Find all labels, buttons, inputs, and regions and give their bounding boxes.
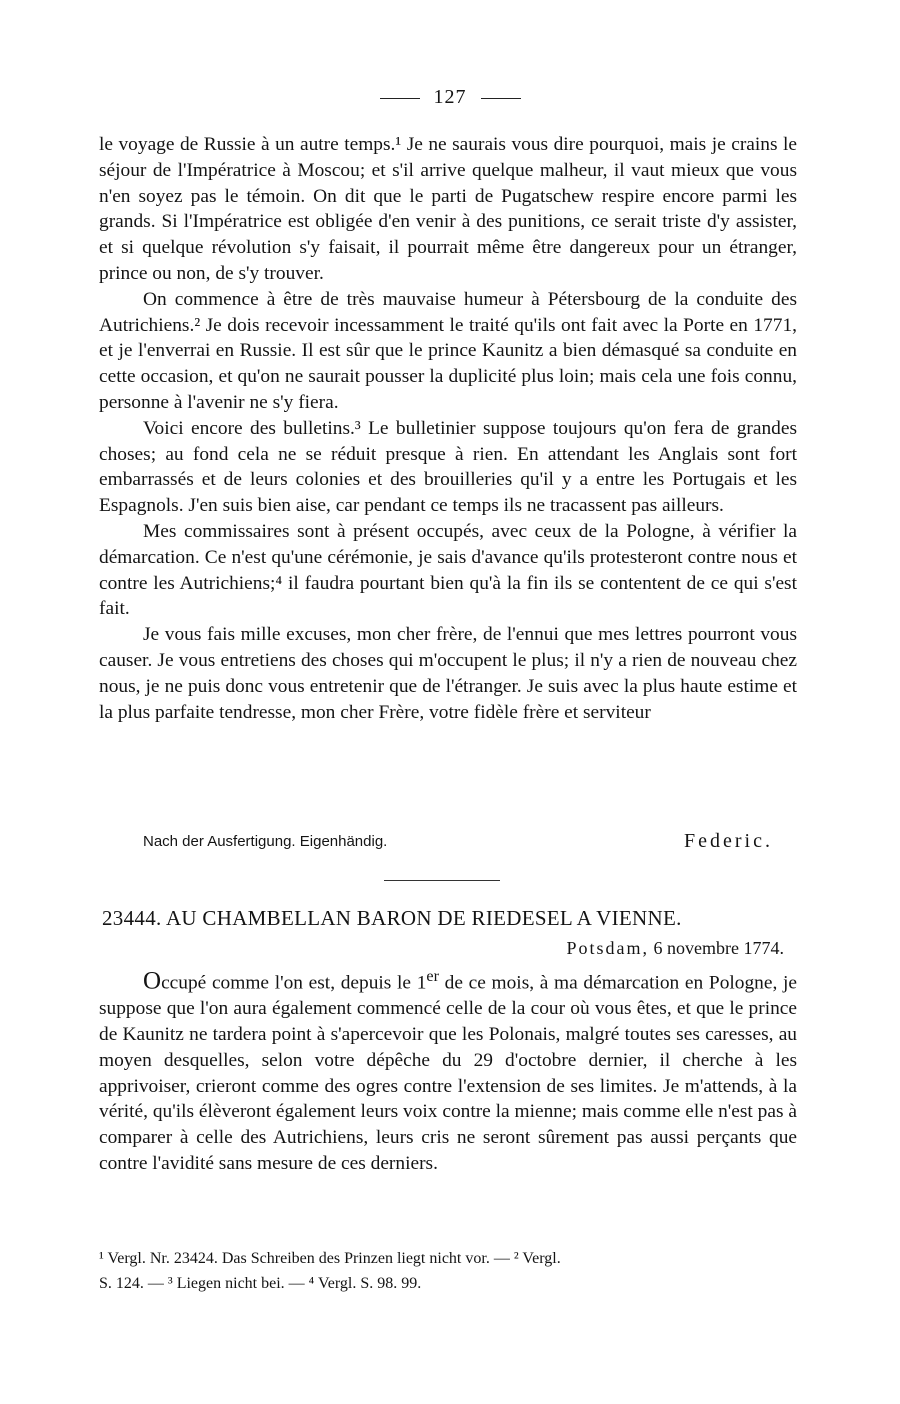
header-rule-left — [380, 98, 420, 99]
place-date — [567, 938, 785, 959]
paragraph-3: Voici encore des bulletins.³ Le bulletinier suppose toujours qu'on fera de grandes choses; au fond cela ne se réduit presque à rien. En attendant les Anglais sont fort embarrassés et de leurs colonies et des brouilleries qu'il y a entre les Portugais et les Espagnols. J'en suis bien aise, car pendant ce temps ils ne tracassent pas ailleurs. — [99, 417, 797, 517]
letter-heading: 23444. AU CHAMBELLAN BARON DE RIEDESEL A VIENNE. — [102, 906, 682, 930]
letter-paragraph — [99, 964, 797, 1177]
paragraph-4: Mes commissaires sont à présent occupés, avec ceux de la Pologne, à vérifier la démarcation. Ce n'est qu'une cérémonie, je sais d'avance qu'ils protesteront contre nous et contre les Autrichiens;⁴ il faudra pourtant bien qu'à la fin ils se contentent de ce qui s'est fait. — [99, 520, 797, 620]
page-number: 127 — [433, 86, 467, 108]
letter-place: Potsdam, — [566, 938, 650, 958]
source-note-line — [143, 830, 773, 852]
letter-text-rest: de ce mois, à ma démarcation en Pologne, je suppose que l'on aura également commencé celle de la cour où vous êtes, et que le prince de Kaunitz ne tardera point à s'apercevoir que les Polonais, malgré toutes ses caresses, au moyen desquelles, selon votre dépêche du 29 d'octobre dernier, il cherche à les apprivoiser, crieront comme des ogres contre l'extension de ses limites. Je m'attends, à la vérité, qu'ils élèveront également leurs voix contre la mienne; mais comme elle n'est pas à comparer à celle des Autrichiens, leurs cris ne seront sûrement pas aussi perçants que contre l'avidité sans mesure de ces derniers. — [99, 972, 797, 1175]
footnotes — [99, 1246, 799, 1296]
letter-continuation — [99, 132, 797, 725]
paragraph-2: On commence à être de très mauvaise humeur à Pétersbourg de la conduite des Autrichiens.² Je dois recevoir incessamment le traité qu'ils ont fait avec la Porte en 1771, et je l'enverrai en Russie. Il est sûr que le prince Kaunitz a bien démasqué sa conduite en cette occasion, et qu'on ne saurait pousser la duplicité plus loin; mais cela une fois connu, personne à l'avenir ne s'y fiera. — [99, 288, 797, 413]
footnote-line-2: S. 124. — ³ Liegen nicht bei. — ⁴ Vergl. S. 98. 99. — [99, 1275, 422, 1292]
source-note: Nach der Ausfertigung. Eigenhändig. — [143, 833, 388, 850]
ordinal-superscript: er — [426, 968, 439, 985]
footnote-line-1: ¹ Vergl. Nr. 23424. Das Schreiben des Prinzen liegt nicht vor. — ² Vergl. — [99, 1250, 561, 1267]
paragraph-1: le voyage de Russie à un autre temps.¹ Je ne saurais vous dire pourquoi, mais je crains le séjour de l'Impératrice à Moscou; et s'il arrive quelque malheur, il vaut mieux que vous n'en soyez pas le témoin. On dit que le parti de Pugatschew respire encore parmi les grands. Si l'Impératrice est obligée d'en venir à des punitions, ce serait triste d'y assister, et si quelque révolution s'y faisait, il pourrait même être dangereux pour un étranger, prince ou non, de s'y trouver. — [99, 134, 797, 284]
signature: Federic. — [684, 830, 773, 852]
letter-body — [99, 964, 797, 1177]
letter-text-start: ccupé comme l'on est, depuis le 1 — [161, 972, 427, 994]
letter-date: 6 novembre 1774. — [653, 938, 784, 958]
initial-letter: O — [143, 967, 162, 995]
section-divider — [384, 880, 500, 881]
page-header — [0, 86, 900, 109]
header-rule-right — [481, 98, 521, 99]
paragraph-5: Je vous fais mille excuses, mon cher frère, de l'ennui que mes lettres pourront vous causer. Je vous entretiens des choses qui m'occupent le plus; il n'y a rien de nouveau chez nous, je ne puis donc vous entretenir que de l'étranger. Je suis avec la plus haute estime et la plus parfaite tendresse, mon cher Frère, votre fidèle frère et serviteur — [99, 624, 797, 723]
